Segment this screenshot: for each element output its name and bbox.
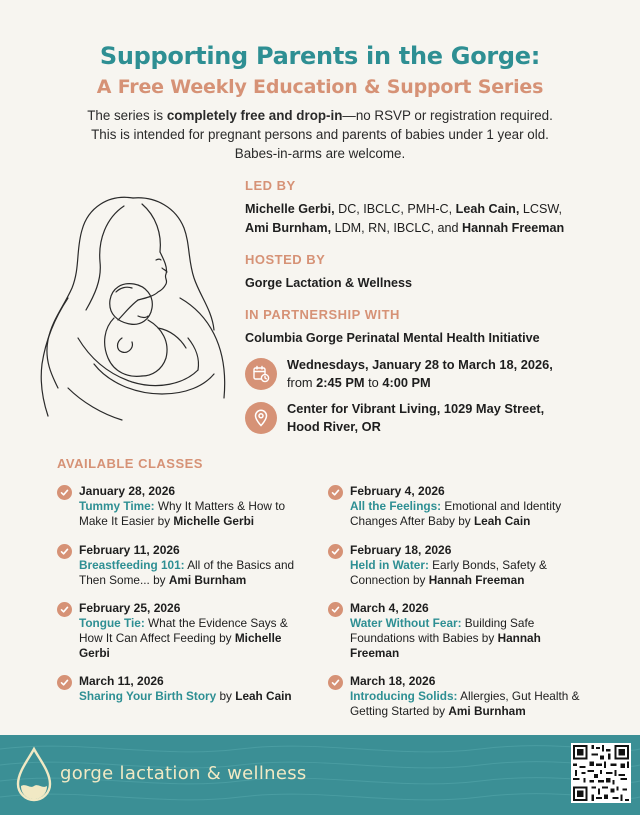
location-address: Center for Vibrant Living, 1029 May Street, bbox=[287, 401, 545, 416]
schedule-to: to bbox=[364, 375, 383, 390]
class-instructor: Leah Cain bbox=[235, 689, 292, 703]
check-icon bbox=[57, 675, 72, 690]
class-title: Breastfeeding 101: bbox=[79, 558, 185, 572]
class-title: Introducing Solids: bbox=[350, 689, 458, 703]
class-title: Sharing Your Birth Story bbox=[79, 689, 217, 703]
parent-baby-illustration bbox=[38, 188, 238, 433]
leader-name: Ami Burnham, bbox=[245, 221, 332, 235]
class-date: February 11, 2026 bbox=[79, 543, 180, 557]
partnership-section bbox=[245, 307, 625, 348]
hosted-by-heading: HOSTED BY bbox=[245, 252, 326, 267]
partnership-heading: IN PARTNERSHIP WITH bbox=[245, 307, 400, 322]
class-instructor: Michelle Gerbi bbox=[173, 514, 255, 528]
class-date: February 4, 2026 bbox=[350, 484, 445, 498]
schedule-dates: Wednesdays, January 28 to March 18, 2026, bbox=[287, 357, 553, 372]
class-instructor: Leah Cain bbox=[473, 514, 531, 528]
check-icon bbox=[328, 485, 343, 500]
water-drop-logo-icon bbox=[14, 746, 54, 804]
class-instructor: Michelle Gerbi bbox=[79, 631, 282, 660]
led-by-names bbox=[245, 200, 625, 238]
led-by-heading: LED BY bbox=[245, 178, 296, 193]
class-date: February 18, 2026 bbox=[350, 543, 452, 557]
leader-credentials: LDM, RN, IBCLC, and bbox=[331, 221, 462, 235]
page-title: Supporting Parents in the Gorge: bbox=[99, 42, 541, 70]
page-subtitle: A Free Weekly Education & Support Series bbox=[96, 76, 544, 98]
leader-name: Michelle Gerbi, bbox=[245, 202, 335, 216]
intro-line-3: Babes-in-arms are welcome. bbox=[234, 146, 406, 161]
classes-heading: AVAILABLE CLASSES bbox=[57, 456, 203, 471]
led-by-section bbox=[245, 178, 625, 238]
intro-line-1 bbox=[20, 106, 620, 125]
calendar-clock-icon bbox=[245, 358, 277, 390]
class-date: February 25, 2026 bbox=[79, 601, 181, 615]
schedule-end-time: 4:00 PM bbox=[382, 375, 431, 390]
class-instructor: Hannah Freeman bbox=[350, 631, 541, 660]
event-details bbox=[245, 178, 625, 362]
class-title: Tummy Time: bbox=[79, 499, 155, 513]
class-instructor: Ami Burnham bbox=[168, 573, 247, 587]
intro-text bbox=[20, 106, 620, 163]
class-description: Building Safe Foundations with Babies by bbox=[350, 616, 535, 645]
location-text bbox=[287, 400, 617, 436]
check-icon bbox=[57, 544, 72, 559]
hosted-by-section bbox=[245, 252, 625, 293]
schedule-from: from bbox=[287, 375, 317, 390]
leader-credentials: DC, IBCLC, PMH-C, bbox=[334, 202, 456, 216]
class-description: All of the Basics and Then Some... by bbox=[79, 558, 295, 587]
class-instructor: Hannah Freeman bbox=[428, 573, 525, 587]
intro-line1-bold: completely free and drop-in bbox=[166, 108, 343, 123]
schedule-text bbox=[287, 356, 617, 392]
class-date: March 4, 2026 bbox=[350, 601, 429, 615]
leader-name: Hannah Freeman bbox=[461, 221, 565, 235]
intro-line1-pre: The series is bbox=[87, 108, 167, 123]
class-description: Early Bonds, Safety & Connection by bbox=[350, 558, 547, 587]
class-description: Emotional and Identity Changes After Baby by bbox=[350, 499, 562, 528]
partner-name: Columbia Gorge Perinatal Mental Health Initiative bbox=[245, 331, 540, 345]
schedule-start-time: 2:45 PM bbox=[316, 375, 365, 390]
intro-line-2: This is intended for pregnant persons and parents of babies under 1 year old. bbox=[91, 127, 549, 142]
check-icon bbox=[328, 602, 343, 617]
class-title: Water Without Fear: bbox=[350, 616, 462, 630]
location-city: Hood River, OR bbox=[287, 419, 381, 434]
host-name: Gorge Lactation & Wellness bbox=[245, 276, 413, 290]
map-pin-icon bbox=[245, 402, 277, 434]
class-description: by bbox=[216, 689, 236, 703]
class-title: All the Feelings: bbox=[350, 499, 442, 513]
class-date: March 11, 2026 bbox=[79, 674, 164, 688]
check-icon bbox=[57, 602, 72, 617]
intro-line1-post: —no RSVP or registration required. bbox=[342, 108, 553, 123]
class-title: Held in Water: bbox=[350, 558, 429, 572]
qr-code-icon[interactable] bbox=[571, 743, 631, 803]
class-description: Allergies, Gut Health & Getting Started by bbox=[350, 689, 580, 718]
leader-credentials: LCSW, bbox=[519, 202, 563, 216]
class-instructor: Ami Burnham bbox=[448, 704, 526, 718]
check-icon bbox=[328, 544, 343, 559]
class-description: What the Evidence Says & How It Can Affect Feeding by bbox=[79, 616, 288, 645]
class-title: Tongue Tie: bbox=[79, 616, 145, 630]
leader-name: Leah Cain, bbox=[455, 202, 520, 216]
check-icon bbox=[57, 485, 72, 500]
class-date: January 28, 2026 bbox=[79, 484, 176, 498]
footer-brand-name: gorge lactation & wellness bbox=[60, 763, 307, 784]
class-description: Why It Matters & How to Make It Easier by bbox=[79, 499, 286, 528]
footer-banner bbox=[0, 735, 640, 815]
class-date: March 18, 2026 bbox=[350, 674, 436, 688]
check-icon bbox=[328, 675, 343, 690]
